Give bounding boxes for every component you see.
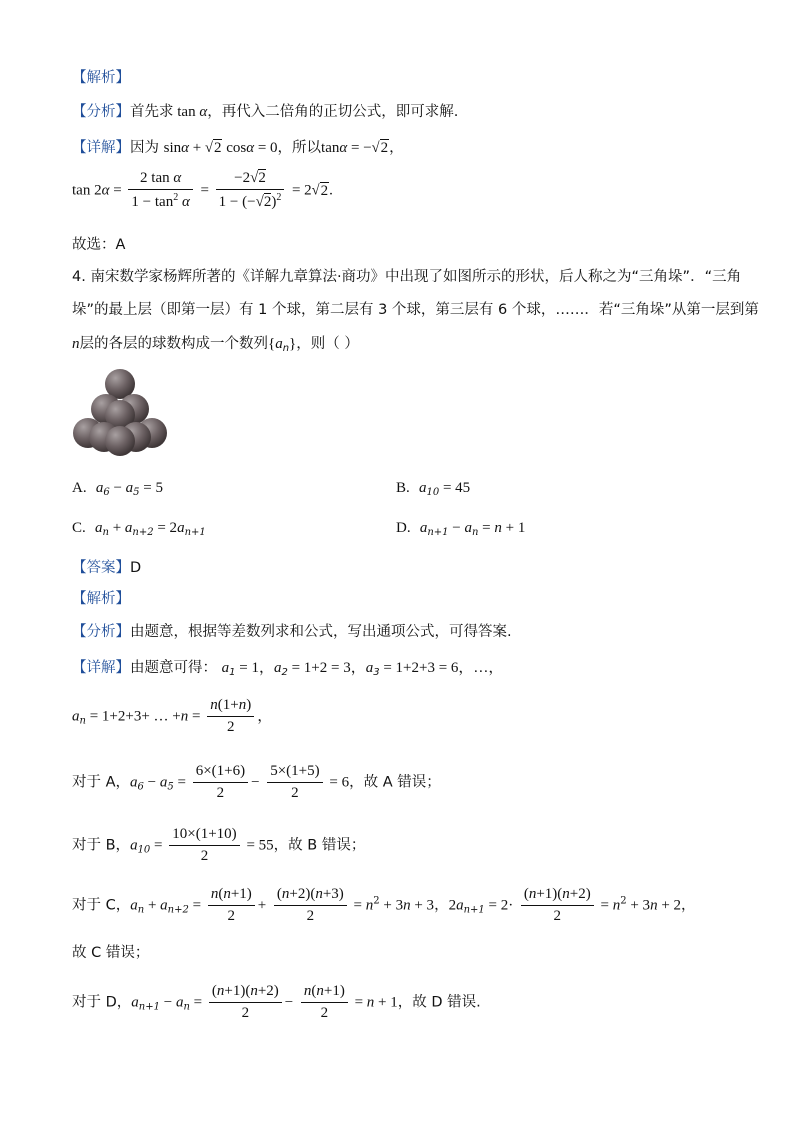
option-b: B. $a_{10} = 45$: [396, 480, 471, 498]
jiexi-tag: 【解析】: [72, 70, 130, 86]
check-b-label: 对于 B，: [72, 837, 131, 854]
fenxi-text-2: 由题意，根据等差数列求和公式，写出通项公式，可得答案.: [130, 624, 512, 640]
check-a-label: 对于 A，: [72, 774, 131, 791]
jiexi-heading-2: [72, 587, 130, 608]
xiangjie-text-b: ，所以: [277, 140, 322, 156]
option-b-label: B.: [396, 480, 410, 496]
option-a: A. $a_6 - a_5 = 5$: [72, 480, 163, 498]
fenxi-text-a: 首先求: [130, 104, 174, 120]
ball-pyramid-image: [70, 367, 170, 459]
daan-value: D: [130, 560, 142, 576]
an-formula: $a_n = 1+2+3+$ … +n = $\frac{n(1+n)}{2}$ ，: [72, 697, 273, 735]
check-c-mid: ，: [434, 897, 449, 914]
q4-line1: 4. 南宋数学家杨辉所著的《详解九章算法·商功》中出现了如图所示的形状，后人称之为“三角垛”．“三角: [72, 269, 742, 285]
xiangjie-line: 【详解】因为 sinα + √2 cosα = 0，所以tanα = −√2，: [72, 140, 404, 156]
check-b: 对于 B，$a_{10}$ = $\frac{10\times(1+10)}{2}$ = 55，故 B 错误；: [72, 826, 366, 864]
check-c-end: ，: [681, 897, 696, 914]
xiangjie-line-2: 【详解】由题意可得： $a_1 = 1$，$a_2 = 1+2 = 3$，$a_3 = 1+2+3 = 6$，…，: [72, 660, 504, 678]
xiangjie-text-2: 由题意可得：: [130, 660, 217, 676]
fenxi-tag: 【分析】: [72, 104, 130, 120]
xiangjie-text-a: 因为: [130, 140, 159, 156]
daan-tag: 【答案】: [72, 560, 130, 576]
check-b-end: ，故 B 错误；: [273, 837, 366, 854]
check-d-label: 对于 D，: [72, 994, 132, 1011]
q4-line2: 垛”的最上层（即第一层）有 1 个球，第二层有 3 个球，第三层有 6 个球，……．若“三角垛”从第一层到第: [72, 302, 759, 318]
jiexi-heading: [72, 66, 130, 87]
option-a-label: A.: [72, 480, 87, 496]
xiangjie-tag-2: 【详解】: [72, 660, 130, 676]
option-c: C. $a_n + a_{n+2} = 2a_{n+1}$: [72, 520, 206, 538]
daan-line: [72, 556, 141, 577]
fenxi-tag-2: 【分析】: [72, 624, 130, 640]
check-a-end: ，故 A 错误；: [349, 774, 441, 791]
xiangjie-tag: 【详解】: [72, 140, 130, 156]
check-a: 对于 A，$a_6 - a_5$ = $\frac{6\times(1+6)}{2}$ − $\frac{5\times(1+5)}{2}$ = 6，故 A 错误；: [72, 763, 441, 801]
check-c-conclude: 故 C 错误；: [72, 945, 150, 961]
option-d-label: D.: [396, 520, 411, 536]
q4-line3-a: 层的各层的球数构成一个数列: [79, 336, 268, 352]
fenxi-line: 【分析】首先求 tan α，再代入二倍角的正切公式，即可求解.: [72, 104, 459, 120]
fenxi-line-2: [72, 620, 512, 641]
check-c-label: 对于 C，: [72, 897, 131, 914]
q4-line3: n层的各层的球数构成一个数列$\{a_n\}$，则（ ）: [72, 336, 359, 354]
xiangjie-text-c: ，: [389, 140, 404, 156]
tan2a-equation: tan 2α = $\frac{\text{2 tan α}}{1 - \tan^2 \alpha}$ = $\frac{-2√2}{1 - (-√2)^2}$ = 2√2.: [72, 170, 333, 210]
check-d-end: ，故 D 错误.: [397, 994, 481, 1011]
q4-line3-b: ，则（ ）: [296, 336, 359, 352]
check-c: 对于 C，$a_n + a_{n+2}$ = $\frac{n(n+1)}{2}$ + $\frac{(n+2)(n+3)}{2}$ = $n^2 + 3n + 3$，$2a_{n+1} = 2\cdot$ $\frac{(n+1)(n+2)}{2}$ = $n^2 + 3n + 2$，: [72, 886, 696, 924]
option-d: D. $a_{n+1} - a_n = n + 1$: [396, 520, 526, 538]
jiexi-tag-2: 【解析】: [72, 591, 130, 607]
guxuan-line: 故选：A: [72, 237, 126, 253]
option-c-label: C.: [72, 520, 86, 536]
fenxi-text-b: ，再代入二倍角的正切公式，即可求解.: [207, 104, 459, 120]
check-d: 对于 D，$a_{n+1} - a_n$ = $\frac{(n+1)(n+2)}{2}$ − $\frac{n(n+1)}{2}$ = n + 1，故 D 错误.: [72, 983, 481, 1021]
